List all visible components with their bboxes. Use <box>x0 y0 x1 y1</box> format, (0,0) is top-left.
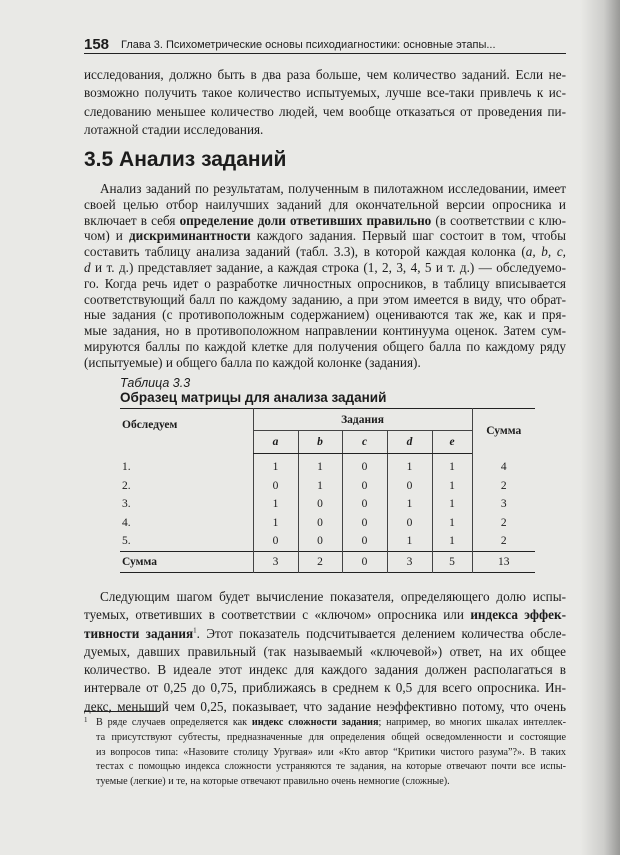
score-cell: 1 <box>253 454 298 477</box>
score-cell: 1 <box>432 514 472 533</box>
score-cell: 0 <box>387 514 432 533</box>
text-line <box>84 244 566 260</box>
footnote <box>84 716 566 790</box>
row-sum-cell: 4 <box>472 454 535 477</box>
header-items-group: Задания <box>253 409 472 431</box>
text-line <box>84 181 566 197</box>
text-segment: чом) и <box>84 228 129 244</box>
score-cell: 0 <box>298 495 342 514</box>
footnote-reference: 1 <box>193 626 197 635</box>
header-item-e: e <box>432 431 472 454</box>
text-line <box>84 698 566 716</box>
page-shadow <box>580 0 620 855</box>
text-segment: составить таблицу анализа заданий (табл. 3.3), в которой каждая колонка ( <box>84 244 526 260</box>
text-segment: возможно получить такое количество испытуемых, лучше все-таки привлечь к ис- <box>84 85 566 101</box>
text-line <box>84 355 566 371</box>
paragraph-3 <box>84 588 566 716</box>
text-line <box>84 661 566 679</box>
score-cell: 1 <box>387 454 432 477</box>
score-cell: 0 <box>253 477 298 496</box>
subject-cell: 5. <box>122 535 131 548</box>
paragraph-1 <box>84 66 566 139</box>
text-segment: количество. В идеале этот индекс для каждого задания должен располагаться в <box>84 662 566 678</box>
item-analysis-table <box>120 408 535 573</box>
subject-cell: 3. <box>122 498 131 511</box>
score-cell: 0 <box>298 532 342 551</box>
table-row <box>120 477 535 496</box>
text-segment: та присутствуют субтесты, предназначенные для определения общей осведомленности и состоящие <box>96 731 566 743</box>
total-cell: 5 <box>432 551 472 572</box>
text-line <box>84 260 566 276</box>
text-line <box>84 606 566 624</box>
total-cell: 3 <box>253 551 298 572</box>
score-cell: 1 <box>432 495 472 514</box>
text-line <box>84 625 566 643</box>
text-line <box>84 679 566 697</box>
text-line <box>84 339 566 355</box>
paragraph-2 <box>84 181 566 371</box>
text-segment: го. Когда речь идет о разработке личностных опросников, в таблицу вписывается <box>84 275 566 291</box>
header-sum: Сумма <box>472 409 535 454</box>
table-row <box>120 454 535 477</box>
text-segment: ; например, во многих шкалах интеллек- <box>378 717 567 728</box>
header-item-b: b <box>298 431 342 454</box>
table-row <box>120 514 535 533</box>
text-segment: Следующим шагом будет вычисление показателя, определяющего долю испы- <box>100 589 566 604</box>
total-row <box>120 551 535 572</box>
score-cell: 1 <box>387 532 432 551</box>
score-cell: 1 <box>253 514 298 533</box>
header-item-a: a <box>253 431 298 454</box>
text-segment: включает в себя <box>84 212 180 228</box>
text-line <box>84 213 566 229</box>
text-segment: своей целью отбор наилучших заданий для окончательной версии опросника и <box>84 196 566 212</box>
text-segment: ные задания (с противоположным содержанием) оцениваются так же, как и пря- <box>84 307 566 323</box>
text-segment: интервале от 0,25 до 0,75, приближаясь в среднем к 0,5 для всего опросника. Ин- <box>84 680 566 696</box>
score-cell: 1 <box>253 495 298 514</box>
header-item-c: c <box>342 431 387 454</box>
text-segment: из вопросов типа: «Назовите столицу Уругвая» или «Кто автор “Критики чистого разума”?». В таких <box>96 746 566 758</box>
text-segment: индекса эффек- <box>470 607 567 623</box>
text-line <box>84 103 566 121</box>
text-line <box>84 121 566 139</box>
text-segment: В ряде случаев определяется как <box>96 717 252 728</box>
total-cell: 2 <box>298 551 342 572</box>
subject-cell: 2. <box>122 479 131 492</box>
text-segment: d <box>84 259 91 275</box>
row-sum-cell: 2 <box>472 514 535 533</box>
section-heading: 3.5 Анализ заданий <box>84 148 287 171</box>
text-segment: (испытуемые) и общего балла по каждой колонке (задания). <box>84 354 421 370</box>
table-row <box>120 495 535 514</box>
row-sum-cell: 3 <box>472 495 535 514</box>
text-segment: исследования, должно быть в два раза больше, чем количество заданий. Если не- <box>84 67 566 82</box>
text-line <box>84 84 566 102</box>
header-item-d: d <box>387 431 432 454</box>
score-cell: 1 <box>432 477 472 496</box>
subject-cell: 1. <box>122 461 131 473</box>
score-cell: 1 <box>387 495 432 514</box>
text-segment: следованию меньшее количество людей, чем вообще отказаться от проведения пи- <box>84 103 566 119</box>
text-line <box>84 323 566 339</box>
table-title: Образец матрицы для анализа заданий <box>120 390 387 405</box>
score-cell: 0 <box>298 514 342 533</box>
text-line <box>84 66 566 84</box>
text-segment: мируются баллы по каждой клетке для получения общего балла по каждому ряду <box>84 338 566 354</box>
score-cell: 0 <box>342 477 387 496</box>
text-segment: мые задания, но в противоположном направлении континуума оценок. Затем сум- <box>84 323 566 339</box>
score-cell: 1 <box>298 454 342 477</box>
running-title: Глава 3. Психометрические основы психодиагностики: основные этапы... <box>121 39 496 51</box>
text-segment: дискриминантности <box>128 228 251 244</box>
text-segment: туемых, ответивших в соответствии с «ключом» опросника или <box>84 607 471 623</box>
score-cell: 1 <box>432 532 472 551</box>
footnote-text <box>84 716 566 790</box>
score-cell: 0 <box>342 454 387 477</box>
text-line <box>84 731 566 746</box>
total-label: Сумма <box>120 551 253 572</box>
row-sum-cell: 2 <box>472 477 535 496</box>
text-segment: соответствующий балл по каждому заданию, а при этом имеется в виду, что обрат- <box>84 291 566 307</box>
total-cell: 3 <box>387 551 432 572</box>
text-line <box>84 746 566 761</box>
text-line <box>84 292 566 308</box>
text-segment: тестах с помощью индекса сложности устраняются те задания, на которые отвечают почти все испы- <box>96 761 566 773</box>
row-sum-cell: 2 <box>472 532 535 551</box>
score-cell: 0 <box>387 477 432 496</box>
text-line <box>84 307 566 323</box>
text-segment: тивности задания <box>84 625 194 641</box>
header-subject: Обследуем <box>122 419 178 431</box>
page-number: 158 <box>84 36 110 53</box>
running-header <box>84 36 566 54</box>
footnote-divider <box>84 711 160 712</box>
text-segment: и т. д.) представляет задание, а каждая строка (1, 2, 3, 4, 5 и т. д.) — обследуемо- <box>90 259 566 275</box>
text-line <box>84 716 566 731</box>
grand-total-cell: 13 <box>472 551 535 572</box>
score-cell: 0 <box>342 514 387 533</box>
text-segment: дуемых, давших правильный (так называемый «ключевой») ответ, на их общее <box>84 643 566 659</box>
text-segment: . Этот показатель подсчитывается делением количества обсле- <box>196 625 567 641</box>
text-segment: (в соответствии с клю- <box>431 212 566 228</box>
text-line <box>84 760 566 775</box>
text-line <box>84 643 566 661</box>
score-cell: 1 <box>432 454 472 477</box>
subject-cell: 4. <box>122 516 131 529</box>
score-cell: 0 <box>342 532 387 551</box>
total-cell: 0 <box>342 551 387 572</box>
text-segment: индекс сложности задания <box>251 717 379 728</box>
footnote-marker: 1 <box>84 716 88 724</box>
text-segment: определение доли ответивших правильно <box>179 212 432 228</box>
text-segment: декс, меньший чем 0,25, показывает, что задание неэффективно потому, что очень <box>84 698 566 714</box>
table-caption <box>120 376 386 406</box>
text-segment: туемые (легкие) и те, на которые отвечают правильно очень немногие (сложные). <box>96 776 450 788</box>
text-segment: лотажной стадии исследования. <box>84 121 264 137</box>
text-line <box>84 228 566 244</box>
text-segment: каждого задания. Первый шаг состоит в том, чтобы <box>250 228 566 244</box>
text-line <box>84 276 566 292</box>
text-line <box>84 588 566 606</box>
text-line <box>84 775 566 790</box>
text-segment: a, b, c, <box>525 244 566 260</box>
score-cell: 1 <box>298 477 342 496</box>
text-segment: Анализ заданий по результатам, полученным в пилотажном исследовании, имеет <box>100 181 566 196</box>
score-cell: 0 <box>342 495 387 514</box>
table-label: Таблица 3.3 <box>120 376 191 390</box>
text-line <box>84 197 566 213</box>
table-row <box>120 532 535 551</box>
score-cell: 0 <box>253 532 298 551</box>
